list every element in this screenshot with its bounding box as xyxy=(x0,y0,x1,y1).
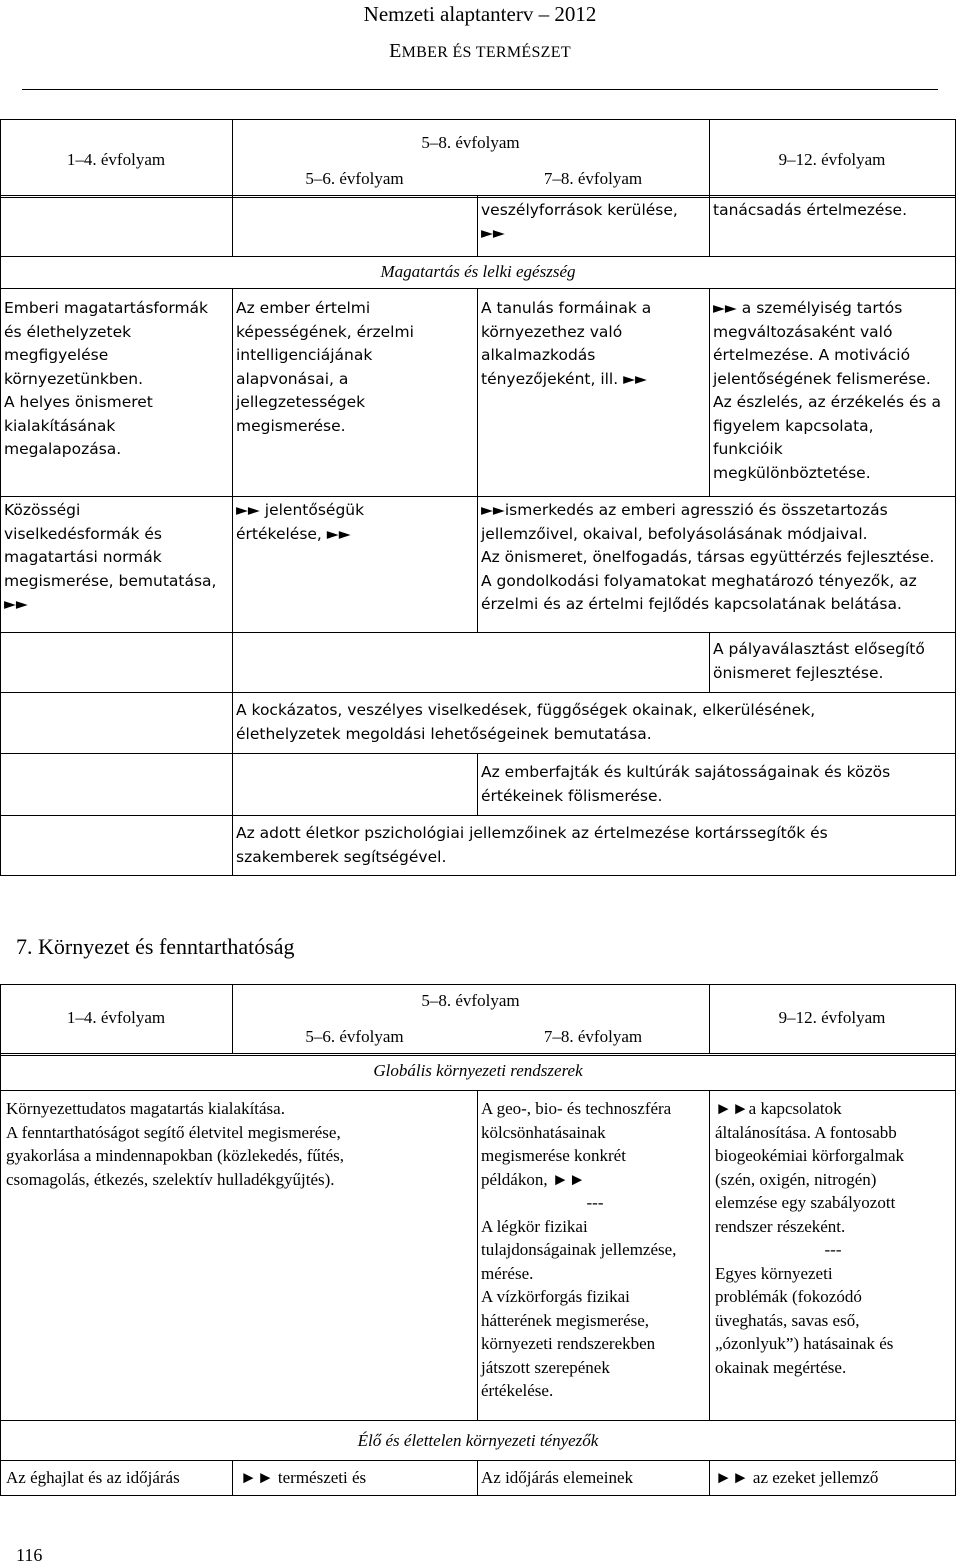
table2-header-rule xyxy=(0,1053,956,1056)
text-line: A tanulás formáinak a xyxy=(481,299,652,317)
text-line: Környezettudatos magatartás kialakítása. xyxy=(6,1099,285,1118)
text-line: rendszer részeként. xyxy=(715,1216,846,1236)
table2-row2-c2: ►► természeti és xyxy=(240,1468,367,1487)
table1-col2-head: 5–6. évfolyam xyxy=(305,169,404,188)
table2-border-bottom xyxy=(0,1495,956,1496)
header-rule xyxy=(22,89,938,90)
table1-row2-c1 xyxy=(4,499,216,617)
table2-row1-c3 xyxy=(481,1097,709,1403)
table2-col-mid-head: 5–8. évfolyam xyxy=(421,991,520,1010)
table1-row1-c3 xyxy=(481,297,651,391)
table1-col-mid-head: 5–8. évfolyam xyxy=(421,133,520,152)
text-line: ►► a személyiség tartós xyxy=(713,299,903,317)
text-line: A pályaválasztást elősegítő xyxy=(713,640,925,658)
text-line: és élethelyzetek xyxy=(4,322,132,341)
text-line: Közösségi xyxy=(4,501,81,519)
text-line: figyelem kapcsolata, xyxy=(713,416,874,435)
text-line: üveghatás, savas eső, xyxy=(715,1310,860,1330)
table1-row1-c2 xyxy=(236,297,414,438)
text-line: értékelése, ►► xyxy=(236,524,351,543)
table1-border-right xyxy=(955,119,956,876)
text-line: mérése. xyxy=(481,1263,534,1283)
table2-subheading: Globális környezeti rendszerek xyxy=(373,1061,583,1080)
table2-col1-head: 1–4. évfolyam xyxy=(66,1008,166,1027)
text-line: környezeti rendszerekben xyxy=(481,1334,656,1353)
text-line: megváltozásaként való xyxy=(713,322,893,341)
text-line: „ózonlyuk”) hatásainak és xyxy=(715,1334,894,1353)
table2-col3-head: 7–8. évfolyam xyxy=(543,1027,643,1046)
table1-rule xyxy=(0,753,956,754)
text-line: funkcióik xyxy=(713,440,783,458)
table1-vsep xyxy=(477,288,478,496)
text-line: élethelyzetek megoldási lehetőségeinek bemutatása. xyxy=(236,724,652,743)
text-line: általánosítása. A fontosabb xyxy=(715,1122,897,1142)
text-line: értelmezése. A motiváció xyxy=(713,346,911,364)
text-line: környezethez való xyxy=(481,322,623,341)
table1-row3-c4 xyxy=(713,638,925,685)
table2-vsep xyxy=(477,1090,478,1420)
text-line: viselkedésformák és xyxy=(4,524,162,543)
text-line: alkalmazkodás xyxy=(481,346,596,364)
text-line: A fenntarthatóságot segítő életvitel megismerése, xyxy=(6,1122,341,1142)
table2-vsep xyxy=(232,1460,233,1496)
section-title: 7. Környezet és fenntarthatóság xyxy=(16,934,295,959)
table1-header-rule xyxy=(0,195,956,198)
table1-row0-c3: veszélyforrások kerülése, xyxy=(481,201,678,219)
table1-rule xyxy=(0,632,956,633)
text-line: problémák (fokozódó xyxy=(715,1287,862,1306)
text-line: magatartási normák xyxy=(4,548,162,566)
separator-dashes: --- xyxy=(586,1193,604,1212)
table1-vsep xyxy=(709,119,710,256)
subtitle-rest: MBER ÉS TERMÉSZET xyxy=(401,44,571,61)
table1-vsep xyxy=(709,632,710,692)
text-line: A gondolkodási folyamatokat meghatározó tényezők, az xyxy=(481,571,917,590)
table2-border-top xyxy=(0,984,956,985)
text-line: okainak megértése. xyxy=(715,1357,847,1377)
table1-col1-head: 1–4. évfolyam xyxy=(66,150,166,169)
table1-col3-head: 7–8. évfolyam xyxy=(543,169,643,188)
text-line: jellemzőivel, okaival, befolyásolásának módjaival. xyxy=(481,524,868,543)
table1-row2-c2 xyxy=(236,499,364,546)
text-line: Az ember értelmi xyxy=(236,299,371,317)
text-line: példákon, ►► xyxy=(481,1169,586,1189)
text-line: jelentőségének felismerése. xyxy=(713,369,931,388)
table2-col4-head: 9–12. évfolyam xyxy=(778,1008,886,1027)
table1-border-bottom xyxy=(0,875,956,876)
table1-row6-c234 xyxy=(236,822,828,869)
text-line: képességének, érzelmi xyxy=(236,322,414,341)
text-line: tulajdonságainak jellemzése, xyxy=(481,1240,677,1259)
table1-rule xyxy=(0,496,956,497)
text-line: ►► jelentőségük xyxy=(236,501,365,519)
table1-col4-head: 9–12. évfolyam xyxy=(778,150,886,169)
table2-rule xyxy=(0,1420,956,1421)
text-line: önismeret fejlesztése. xyxy=(713,663,884,682)
separator-dashes: --- xyxy=(824,1240,842,1259)
text-line: megfigyelése xyxy=(4,346,109,364)
table1-subheading: Magatartás és lelki egészség xyxy=(380,262,576,281)
text-line: biogeokémiai körforgalmak xyxy=(715,1146,904,1165)
text-line: intelligenciájának xyxy=(236,346,373,364)
table2-col2-head: 5–6. évfolyam xyxy=(305,1027,404,1046)
table1-rule xyxy=(0,256,956,257)
table2-row2-c1: Az éghajlat és az időjárás xyxy=(6,1468,180,1487)
text-line: Az önismeret, önelfogadás, társas együttérzés fejlesztése. xyxy=(481,548,935,566)
text-line: környezetünkben. xyxy=(4,369,144,388)
table1-vsep xyxy=(709,288,710,496)
table1-row0-c4: tanácsadás értelmezése. xyxy=(713,201,908,219)
text-line: ►► xyxy=(4,595,28,613)
document-title: Nemzeti alaptanterv – 2012 xyxy=(363,2,597,26)
table1-row2-c34 xyxy=(481,499,934,617)
table1-vsep xyxy=(477,196,478,256)
text-line: Az észlelés, az érzékelés és a xyxy=(713,393,942,411)
table1-rule xyxy=(0,815,956,816)
text-line: elemzése egy szabályozott xyxy=(715,1193,896,1212)
text-line: érzelmi és az értelmi fejlődés kapcsolatának belátása. xyxy=(481,595,902,613)
text-line: A légkör fizikai xyxy=(481,1216,588,1236)
table1-row0-c3-arrows: ►► xyxy=(481,224,505,242)
table2-row2-c3: Az időjárás elemeinek xyxy=(481,1468,633,1487)
table1-rule xyxy=(0,692,956,693)
table1-vsep xyxy=(477,496,478,632)
text-line: (szén, oxigén, nitrogén) xyxy=(715,1169,877,1189)
table1-row1-c4 xyxy=(713,297,941,485)
table2-vsep xyxy=(709,1090,710,1420)
table1-border-left xyxy=(0,119,1,876)
text-line: Az adott életkor pszichológiai jellemzőinek az értelmezése kortárssegítők és xyxy=(236,824,828,842)
text-line: megismerése, bemutatása, xyxy=(4,571,217,590)
table1-row1-c1 xyxy=(4,297,208,462)
table2-row1-c12 xyxy=(6,1097,344,1191)
text-line: értékeinek fölismerése. xyxy=(481,786,663,805)
text-line: megismerése konkrét xyxy=(481,1146,626,1165)
text-line: gyakorlása a mindennapokban (közlekedés, fűtés, xyxy=(6,1146,344,1165)
text-line: Emberi magatartásformák xyxy=(4,299,209,317)
text-line: csomagolás, étkezés, szelektív hulladékgyűjtés). xyxy=(6,1169,335,1189)
text-line: játszott szerepének xyxy=(481,1357,610,1377)
text-line: szakemberek segítségével. xyxy=(236,847,447,866)
text-line: megkülönböztetése. xyxy=(713,463,871,482)
table2-subheading: Élő és élettelen környezeti tényezők xyxy=(357,1431,599,1450)
text-line: kölcsönhatásainak xyxy=(481,1122,606,1142)
text-line: A geo-, bio- és technoszféra xyxy=(481,1099,672,1118)
text-line: értékelése. xyxy=(481,1381,554,1400)
table2-row2-c4: ►► az ezeket jellemző xyxy=(715,1468,879,1487)
text-line: megalapozása. xyxy=(4,440,122,458)
table1-vsep xyxy=(232,288,233,876)
table1-row5-c34 xyxy=(481,761,890,808)
document-subtitle xyxy=(0,40,960,63)
page-number: 116 xyxy=(16,1545,43,1565)
table1-row4-c234 xyxy=(236,699,815,746)
text-line: Egyes környezeti xyxy=(715,1263,833,1283)
text-line: tényezőjeként, ill. ►► xyxy=(481,369,647,388)
text-line: Az emberfajták és kultúrák sajátosságainak és közös xyxy=(481,763,891,781)
text-line: A helyes önismeret xyxy=(4,393,153,411)
table2-vsep xyxy=(709,1460,710,1496)
subtitle-initial: E xyxy=(389,40,402,62)
table2-row1-c4 xyxy=(715,1097,951,1379)
table2-rule xyxy=(0,1090,956,1091)
text-line: ►►ismerkedés az emberi agresszió és összetartozás xyxy=(481,501,888,519)
text-line: jellegzetességek xyxy=(236,393,366,411)
text-line: hátterének megismerése, xyxy=(481,1310,650,1330)
text-line: A vízkörforgás fizikai xyxy=(481,1287,630,1306)
text-line: megismerése. xyxy=(236,416,346,435)
table1-rule xyxy=(0,288,956,289)
text-line: A kockázatos, veszélyes viselkedések, függőségek okainak, elkerülésének, xyxy=(236,701,816,719)
text-line: ►►a kapcsolatok xyxy=(715,1099,842,1118)
table2-rule xyxy=(0,1460,956,1461)
text-line: kialakításának xyxy=(4,416,116,435)
table2-vsep xyxy=(477,1460,478,1496)
table1-border-top xyxy=(0,119,956,120)
text-line: alapvonásai, a xyxy=(236,369,349,388)
table1-vsep xyxy=(477,753,478,815)
